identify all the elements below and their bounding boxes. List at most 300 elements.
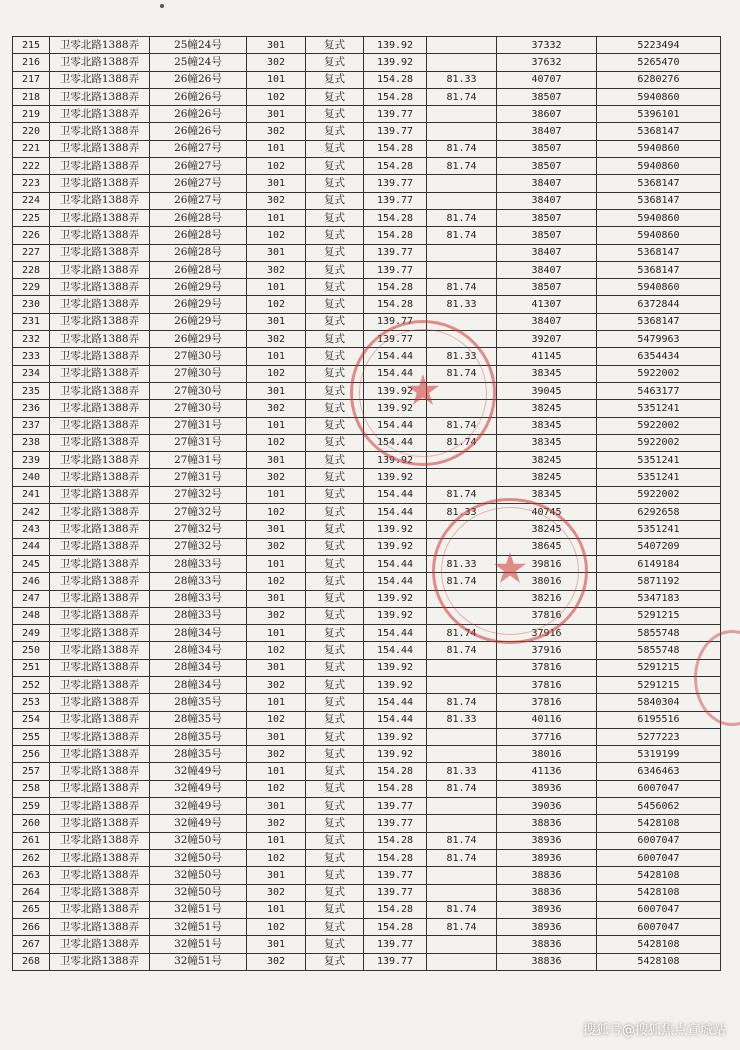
row-number-cell: 238 xyxy=(13,434,50,451)
building-cell: 28幢34号 xyxy=(150,659,247,676)
address-cell: 卫零北路1388弄 xyxy=(50,919,150,936)
unit-type-cell: 复式 xyxy=(306,37,364,54)
building-cell: 32幢49号 xyxy=(150,798,247,815)
building-cell: 27幢32号 xyxy=(150,521,247,538)
address-cell: 卫零北路1388弄 xyxy=(50,88,150,105)
total-price-cell: 6149184 xyxy=(597,555,721,572)
unit-price-cell: 38936 xyxy=(497,849,597,866)
address-cell: 卫零北路1388弄 xyxy=(50,884,150,901)
row-number-cell: 247 xyxy=(13,590,50,607)
table-row xyxy=(13,504,721,521)
room-cell: 301 xyxy=(247,244,306,261)
unit-price-cell: 38407 xyxy=(497,244,597,261)
total-price-cell: 5368147 xyxy=(597,244,721,261)
address-cell: 卫零北路1388弄 xyxy=(50,348,150,365)
extra-area-cell: 81.74 xyxy=(427,140,497,157)
address-cell: 卫零北路1388弄 xyxy=(50,365,150,382)
unit-type-cell: 复式 xyxy=(306,728,364,745)
total-price-cell: 5396101 xyxy=(597,106,721,123)
total-price-cell: 6007047 xyxy=(597,919,721,936)
unit-type-cell: 复式 xyxy=(306,832,364,849)
area-cell: 154.28 xyxy=(364,919,427,936)
total-price-cell: 5291215 xyxy=(597,659,721,676)
extra-area-cell xyxy=(427,676,497,693)
unit-type-cell: 复式 xyxy=(306,71,364,88)
room-cell: 302 xyxy=(247,331,306,348)
room-cell: 301 xyxy=(247,452,306,469)
row-number-cell: 230 xyxy=(13,296,50,313)
unit-price-cell: 38245 xyxy=(497,521,597,538)
extra-area-cell: 81.33 xyxy=(427,348,497,365)
address-cell: 卫零北路1388弄 xyxy=(50,642,150,659)
building-cell: 27幢30号 xyxy=(150,348,247,365)
building-cell: 27幢31号 xyxy=(150,452,247,469)
unit-type-cell: 复式 xyxy=(306,365,364,382)
area-cell: 154.28 xyxy=(364,832,427,849)
address-cell: 卫零北路1388弄 xyxy=(50,209,150,226)
unit-price-cell: 37816 xyxy=(497,607,597,624)
unit-price-cell: 38345 xyxy=(497,434,597,451)
extra-area-cell: 81.74 xyxy=(427,625,497,642)
building-cell: 25幢24号 xyxy=(150,54,247,71)
row-number-cell: 240 xyxy=(13,469,50,486)
area-cell: 139.92 xyxy=(364,538,427,555)
unit-price-cell: 38345 xyxy=(497,417,597,434)
unit-type-cell: 复式 xyxy=(306,106,364,123)
building-cell: 28幢34号 xyxy=(150,676,247,693)
row-number-cell: 219 xyxy=(13,106,50,123)
address-cell: 卫零北路1388弄 xyxy=(50,694,150,711)
table-row xyxy=(13,313,721,330)
unit-type-cell: 复式 xyxy=(306,711,364,728)
table-row xyxy=(13,573,721,590)
building-cell: 27幢30号 xyxy=(150,400,247,417)
extra-area-cell: 81.33 xyxy=(427,504,497,521)
unit-type-cell: 复式 xyxy=(306,780,364,797)
room-cell: 301 xyxy=(247,936,306,953)
area-cell: 139.77 xyxy=(364,953,427,970)
total-price-cell: 5428108 xyxy=(597,953,721,970)
building-cell: 28幢35号 xyxy=(150,746,247,763)
address-cell: 卫零北路1388弄 xyxy=(50,728,150,745)
row-number-cell: 233 xyxy=(13,348,50,365)
address-cell: 卫零北路1388弄 xyxy=(50,382,150,399)
area-cell: 154.28 xyxy=(364,71,427,88)
row-number-cell: 220 xyxy=(13,123,50,140)
address-cell: 卫零北路1388弄 xyxy=(50,676,150,693)
unit-price-cell: 38407 xyxy=(497,123,597,140)
extra-area-cell xyxy=(427,244,497,261)
extra-area-cell: 81.74 xyxy=(427,279,497,296)
area-cell: 139.77 xyxy=(364,123,427,140)
address-cell: 卫零北路1388弄 xyxy=(50,331,150,348)
extra-area-cell xyxy=(427,469,497,486)
row-number-cell: 263 xyxy=(13,867,50,884)
unit-type-cell: 复式 xyxy=(306,434,364,451)
extra-area-cell: 81.74 xyxy=(427,486,497,503)
extra-area-cell: 81.74 xyxy=(427,158,497,175)
total-price-cell: 5319199 xyxy=(597,746,721,763)
area-cell: 154.44 xyxy=(364,348,427,365)
extra-area-cell xyxy=(427,106,497,123)
extra-area-cell: 81.33 xyxy=(427,763,497,780)
total-price-cell: 6280276 xyxy=(597,71,721,88)
table-row xyxy=(13,538,721,555)
table-row xyxy=(13,209,721,226)
extra-area-cell xyxy=(427,884,497,901)
row-number-cell: 242 xyxy=(13,504,50,521)
table-row xyxy=(13,780,721,797)
row-number-cell: 262 xyxy=(13,849,50,866)
row-number-cell: 217 xyxy=(13,71,50,88)
row-number-cell: 249 xyxy=(13,625,50,642)
total-price-cell: 5922002 xyxy=(597,365,721,382)
unit-price-cell: 38607 xyxy=(497,106,597,123)
unit-type-cell: 复式 xyxy=(306,884,364,901)
room-cell: 301 xyxy=(247,106,306,123)
extra-area-cell: 81.74 xyxy=(427,209,497,226)
building-cell: 26幢26号 xyxy=(150,88,247,105)
extra-area-cell xyxy=(427,746,497,763)
area-cell: 139.77 xyxy=(364,313,427,330)
area-cell: 154.28 xyxy=(364,209,427,226)
row-number-cell: 224 xyxy=(13,192,50,209)
room-cell: 302 xyxy=(247,54,306,71)
seal-star-icon: ★ xyxy=(404,365,442,415)
extra-area-cell xyxy=(427,521,497,538)
address-cell: 卫零北路1388弄 xyxy=(50,815,150,832)
row-number-cell: 259 xyxy=(13,798,50,815)
area-cell: 154.44 xyxy=(364,711,427,728)
row-number-cell: 228 xyxy=(13,261,50,278)
table-row xyxy=(13,953,721,970)
extra-area-cell: 81.74 xyxy=(427,849,497,866)
unit-price-cell: 41307 xyxy=(497,296,597,313)
area-cell: 154.44 xyxy=(364,694,427,711)
total-price-cell: 5291215 xyxy=(597,607,721,624)
unit-price-cell: 38507 xyxy=(497,279,597,296)
table-row xyxy=(13,849,721,866)
total-price-cell: 5428108 xyxy=(597,884,721,901)
address-cell: 卫零北路1388弄 xyxy=(50,175,150,192)
room-cell: 301 xyxy=(247,382,306,399)
building-cell: 25幢24号 xyxy=(150,37,247,54)
unit-price-cell: 38936 xyxy=(497,832,597,849)
unit-price-cell: 38407 xyxy=(497,192,597,209)
extra-area-cell: 81.74 xyxy=(427,832,497,849)
extra-area-cell xyxy=(427,382,497,399)
unit-type-cell: 复式 xyxy=(306,538,364,555)
unit-price-cell: 38936 xyxy=(497,780,597,797)
unit-type-cell: 复式 xyxy=(306,382,364,399)
room-cell: 102 xyxy=(247,158,306,175)
unit-type-cell: 复式 xyxy=(306,452,364,469)
address-cell: 卫零北路1388弄 xyxy=(50,37,150,54)
table-row xyxy=(13,659,721,676)
row-number-cell: 253 xyxy=(13,694,50,711)
unit-price-cell: 38507 xyxy=(497,209,597,226)
area-cell: 139.77 xyxy=(364,106,427,123)
address-cell: 卫零北路1388弄 xyxy=(50,192,150,209)
unit-type-cell: 复式 xyxy=(306,590,364,607)
table-row xyxy=(13,763,721,780)
building-cell: 26幢27号 xyxy=(150,140,247,157)
unit-price-cell: 38936 xyxy=(497,919,597,936)
table-row xyxy=(13,434,721,451)
building-cell: 28幢33号 xyxy=(150,573,247,590)
total-price-cell: 5428108 xyxy=(597,867,721,884)
room-cell: 101 xyxy=(247,279,306,296)
address-cell: 卫零北路1388弄 xyxy=(50,296,150,313)
extra-area-cell xyxy=(427,452,497,469)
building-cell: 26幢29号 xyxy=(150,331,247,348)
building-cell: 28幢33号 xyxy=(150,555,247,572)
table-row xyxy=(13,140,721,157)
row-number-cell: 215 xyxy=(13,37,50,54)
unit-type-cell: 复式 xyxy=(306,555,364,572)
unit-type-cell: 复式 xyxy=(306,607,364,624)
row-number-cell: 227 xyxy=(13,244,50,261)
extra-area-cell: 81.33 xyxy=(427,296,497,313)
total-price-cell: 5368147 xyxy=(597,261,721,278)
total-price-cell: 6346463 xyxy=(597,763,721,780)
row-number-cell: 218 xyxy=(13,88,50,105)
building-cell: 32幢51号 xyxy=(150,901,247,918)
unit-type-cell: 复式 xyxy=(306,763,364,780)
row-number-cell: 264 xyxy=(13,884,50,901)
unit-price-cell: 38936 xyxy=(497,901,597,918)
total-price-cell: 6372844 xyxy=(597,296,721,313)
room-cell: 102 xyxy=(247,296,306,313)
total-price-cell: 5428108 xyxy=(597,815,721,832)
unit-price-cell: 40745 xyxy=(497,504,597,521)
table-row xyxy=(13,37,721,54)
building-cell: 27幢30号 xyxy=(150,382,247,399)
address-cell: 卫零北路1388弄 xyxy=(50,555,150,572)
room-cell: 102 xyxy=(247,780,306,797)
address-cell: 卫零北路1388弄 xyxy=(50,106,150,123)
unit-price-cell: 37716 xyxy=(497,728,597,745)
unit-price-cell: 38016 xyxy=(497,746,597,763)
area-cell: 139.77 xyxy=(364,192,427,209)
row-number-cell: 231 xyxy=(13,313,50,330)
table-row xyxy=(13,452,721,469)
area-cell: 154.28 xyxy=(364,88,427,105)
building-cell: 32幢50号 xyxy=(150,832,247,849)
room-cell: 102 xyxy=(247,365,306,382)
unit-price-cell: 39045 xyxy=(497,382,597,399)
building-cell: 32幢51号 xyxy=(150,919,247,936)
unit-type-cell: 复式 xyxy=(306,123,364,140)
room-cell: 302 xyxy=(247,400,306,417)
room-cell: 102 xyxy=(247,227,306,244)
unit-price-cell: 38645 xyxy=(497,538,597,555)
table-row xyxy=(13,728,721,745)
area-cell: 139.92 xyxy=(364,590,427,607)
unit-price-cell: 37632 xyxy=(497,54,597,71)
unit-type-cell: 复式 xyxy=(306,209,364,226)
unit-price-cell: 38507 xyxy=(497,158,597,175)
total-price-cell: 5922002 xyxy=(597,486,721,503)
table-row xyxy=(13,694,721,711)
room-cell: 102 xyxy=(247,504,306,521)
table-row xyxy=(13,555,721,572)
building-cell: 28幢35号 xyxy=(150,728,247,745)
area-cell: 139.77 xyxy=(364,331,427,348)
table-row xyxy=(13,296,721,313)
unit-type-cell: 复式 xyxy=(306,417,364,434)
table-row xyxy=(13,901,721,918)
address-cell: 卫零北路1388弄 xyxy=(50,953,150,970)
room-cell: 102 xyxy=(247,849,306,866)
room-cell: 101 xyxy=(247,140,306,157)
room-cell: 302 xyxy=(247,538,306,555)
seal-star-icon: ★ xyxy=(491,543,529,593)
room-cell: 301 xyxy=(247,313,306,330)
unit-price-cell: 38216 xyxy=(497,590,597,607)
row-number-cell: 239 xyxy=(13,452,50,469)
row-number-cell: 245 xyxy=(13,555,50,572)
address-cell: 卫零北路1388弄 xyxy=(50,521,150,538)
extra-area-cell: 81.74 xyxy=(427,901,497,918)
total-price-cell: 5368147 xyxy=(597,123,721,140)
area-cell: 139.92 xyxy=(364,746,427,763)
unit-type-cell: 复式 xyxy=(306,815,364,832)
building-cell: 27幢30号 xyxy=(150,365,247,382)
unit-price-cell: 38836 xyxy=(497,936,597,953)
table-row xyxy=(13,521,721,538)
unit-type-cell: 复式 xyxy=(306,746,364,763)
building-cell: 32幢49号 xyxy=(150,780,247,797)
unit-type-cell: 复式 xyxy=(306,175,364,192)
unit-price-cell: 38407 xyxy=(497,313,597,330)
building-cell: 28幢33号 xyxy=(150,607,247,624)
table-row xyxy=(13,175,721,192)
area-cell: 139.92 xyxy=(364,400,427,417)
extra-area-cell xyxy=(427,400,497,417)
address-cell: 卫零北路1388弄 xyxy=(50,261,150,278)
area-cell: 154.28 xyxy=(364,158,427,175)
row-number-cell: 254 xyxy=(13,711,50,728)
table-row xyxy=(13,625,721,642)
area-cell: 154.28 xyxy=(364,901,427,918)
row-number-cell: 250 xyxy=(13,642,50,659)
unit-type-cell: 复式 xyxy=(306,867,364,884)
room-cell: 101 xyxy=(247,901,306,918)
unit-price-cell: 37916 xyxy=(497,625,597,642)
extra-area-cell xyxy=(427,54,497,71)
table-row xyxy=(13,348,721,365)
room-cell: 101 xyxy=(247,832,306,849)
total-price-cell: 5940860 xyxy=(597,279,721,296)
table-row xyxy=(13,590,721,607)
row-number-cell: 258 xyxy=(13,780,50,797)
room-cell: 101 xyxy=(247,763,306,780)
extra-area-cell xyxy=(427,261,497,278)
extra-area-cell xyxy=(427,37,497,54)
area-cell: 139.92 xyxy=(364,607,427,624)
unit-price-cell: 38836 xyxy=(497,953,597,970)
area-cell: 139.92 xyxy=(364,469,427,486)
building-cell: 26幢26号 xyxy=(150,123,247,140)
row-number-cell: 257 xyxy=(13,763,50,780)
area-cell: 139.77 xyxy=(364,884,427,901)
room-cell: 301 xyxy=(247,175,306,192)
total-price-cell: 5855748 xyxy=(597,642,721,659)
area-cell: 139.92 xyxy=(364,382,427,399)
unit-price-cell: 37816 xyxy=(497,676,597,693)
row-number-cell: 222 xyxy=(13,158,50,175)
unit-type-cell: 复式 xyxy=(306,953,364,970)
unit-price-cell: 38407 xyxy=(497,261,597,278)
extra-area-cell: 81.74 xyxy=(427,88,497,105)
unit-price-cell: 41136 xyxy=(497,763,597,780)
row-number-cell: 246 xyxy=(13,573,50,590)
total-price-cell: 5855748 xyxy=(597,625,721,642)
row-number-cell: 261 xyxy=(13,832,50,849)
unit-price-cell: 38245 xyxy=(497,469,597,486)
extra-area-cell xyxy=(427,953,497,970)
extra-area-cell xyxy=(427,331,497,348)
address-cell: 卫零北路1388弄 xyxy=(50,140,150,157)
room-cell: 102 xyxy=(247,642,306,659)
unit-type-cell: 复式 xyxy=(306,227,364,244)
row-number-cell: 216 xyxy=(13,54,50,71)
building-cell: 26幢28号 xyxy=(150,244,247,261)
area-cell: 139.92 xyxy=(364,54,427,71)
area-cell: 154.44 xyxy=(364,434,427,451)
extra-area-cell xyxy=(427,936,497,953)
area-cell: 139.92 xyxy=(364,452,427,469)
room-cell: 101 xyxy=(247,71,306,88)
unit-type-cell: 复式 xyxy=(306,676,364,693)
table-row xyxy=(13,88,721,105)
address-cell: 卫零北路1388弄 xyxy=(50,780,150,797)
room-cell: 302 xyxy=(247,469,306,486)
unit-type-cell: 复式 xyxy=(306,521,364,538)
table-row xyxy=(13,365,721,382)
total-price-cell: 6007047 xyxy=(597,901,721,918)
unit-price-cell: 38345 xyxy=(497,486,597,503)
total-price-cell: 5351241 xyxy=(597,400,721,417)
address-cell: 卫零北路1388弄 xyxy=(50,227,150,244)
unit-type-cell: 复式 xyxy=(306,331,364,348)
address-cell: 卫零北路1388弄 xyxy=(50,71,150,88)
address-cell: 卫零北路1388弄 xyxy=(50,417,150,434)
row-number-cell: 267 xyxy=(13,936,50,953)
total-price-cell: 5922002 xyxy=(597,434,721,451)
unit-price-cell: 38836 xyxy=(497,815,597,832)
extra-area-cell xyxy=(427,798,497,815)
building-cell: 32幢49号 xyxy=(150,815,247,832)
row-number-cell: 232 xyxy=(13,331,50,348)
total-price-cell: 5291215 xyxy=(597,676,721,693)
unit-type-cell: 复式 xyxy=(306,313,364,330)
row-number-cell: 226 xyxy=(13,227,50,244)
table-row xyxy=(13,158,721,175)
table-row xyxy=(13,867,721,884)
table-row xyxy=(13,106,721,123)
table-row xyxy=(13,711,721,728)
room-cell: 102 xyxy=(247,88,306,105)
room-cell: 101 xyxy=(247,625,306,642)
room-cell: 101 xyxy=(247,348,306,365)
unit-price-cell: 38507 xyxy=(497,227,597,244)
unit-type-cell: 复式 xyxy=(306,279,364,296)
extra-area-cell: 81.74 xyxy=(427,780,497,797)
building-cell: 26幢28号 xyxy=(150,227,247,244)
total-price-cell: 5351241 xyxy=(597,452,721,469)
